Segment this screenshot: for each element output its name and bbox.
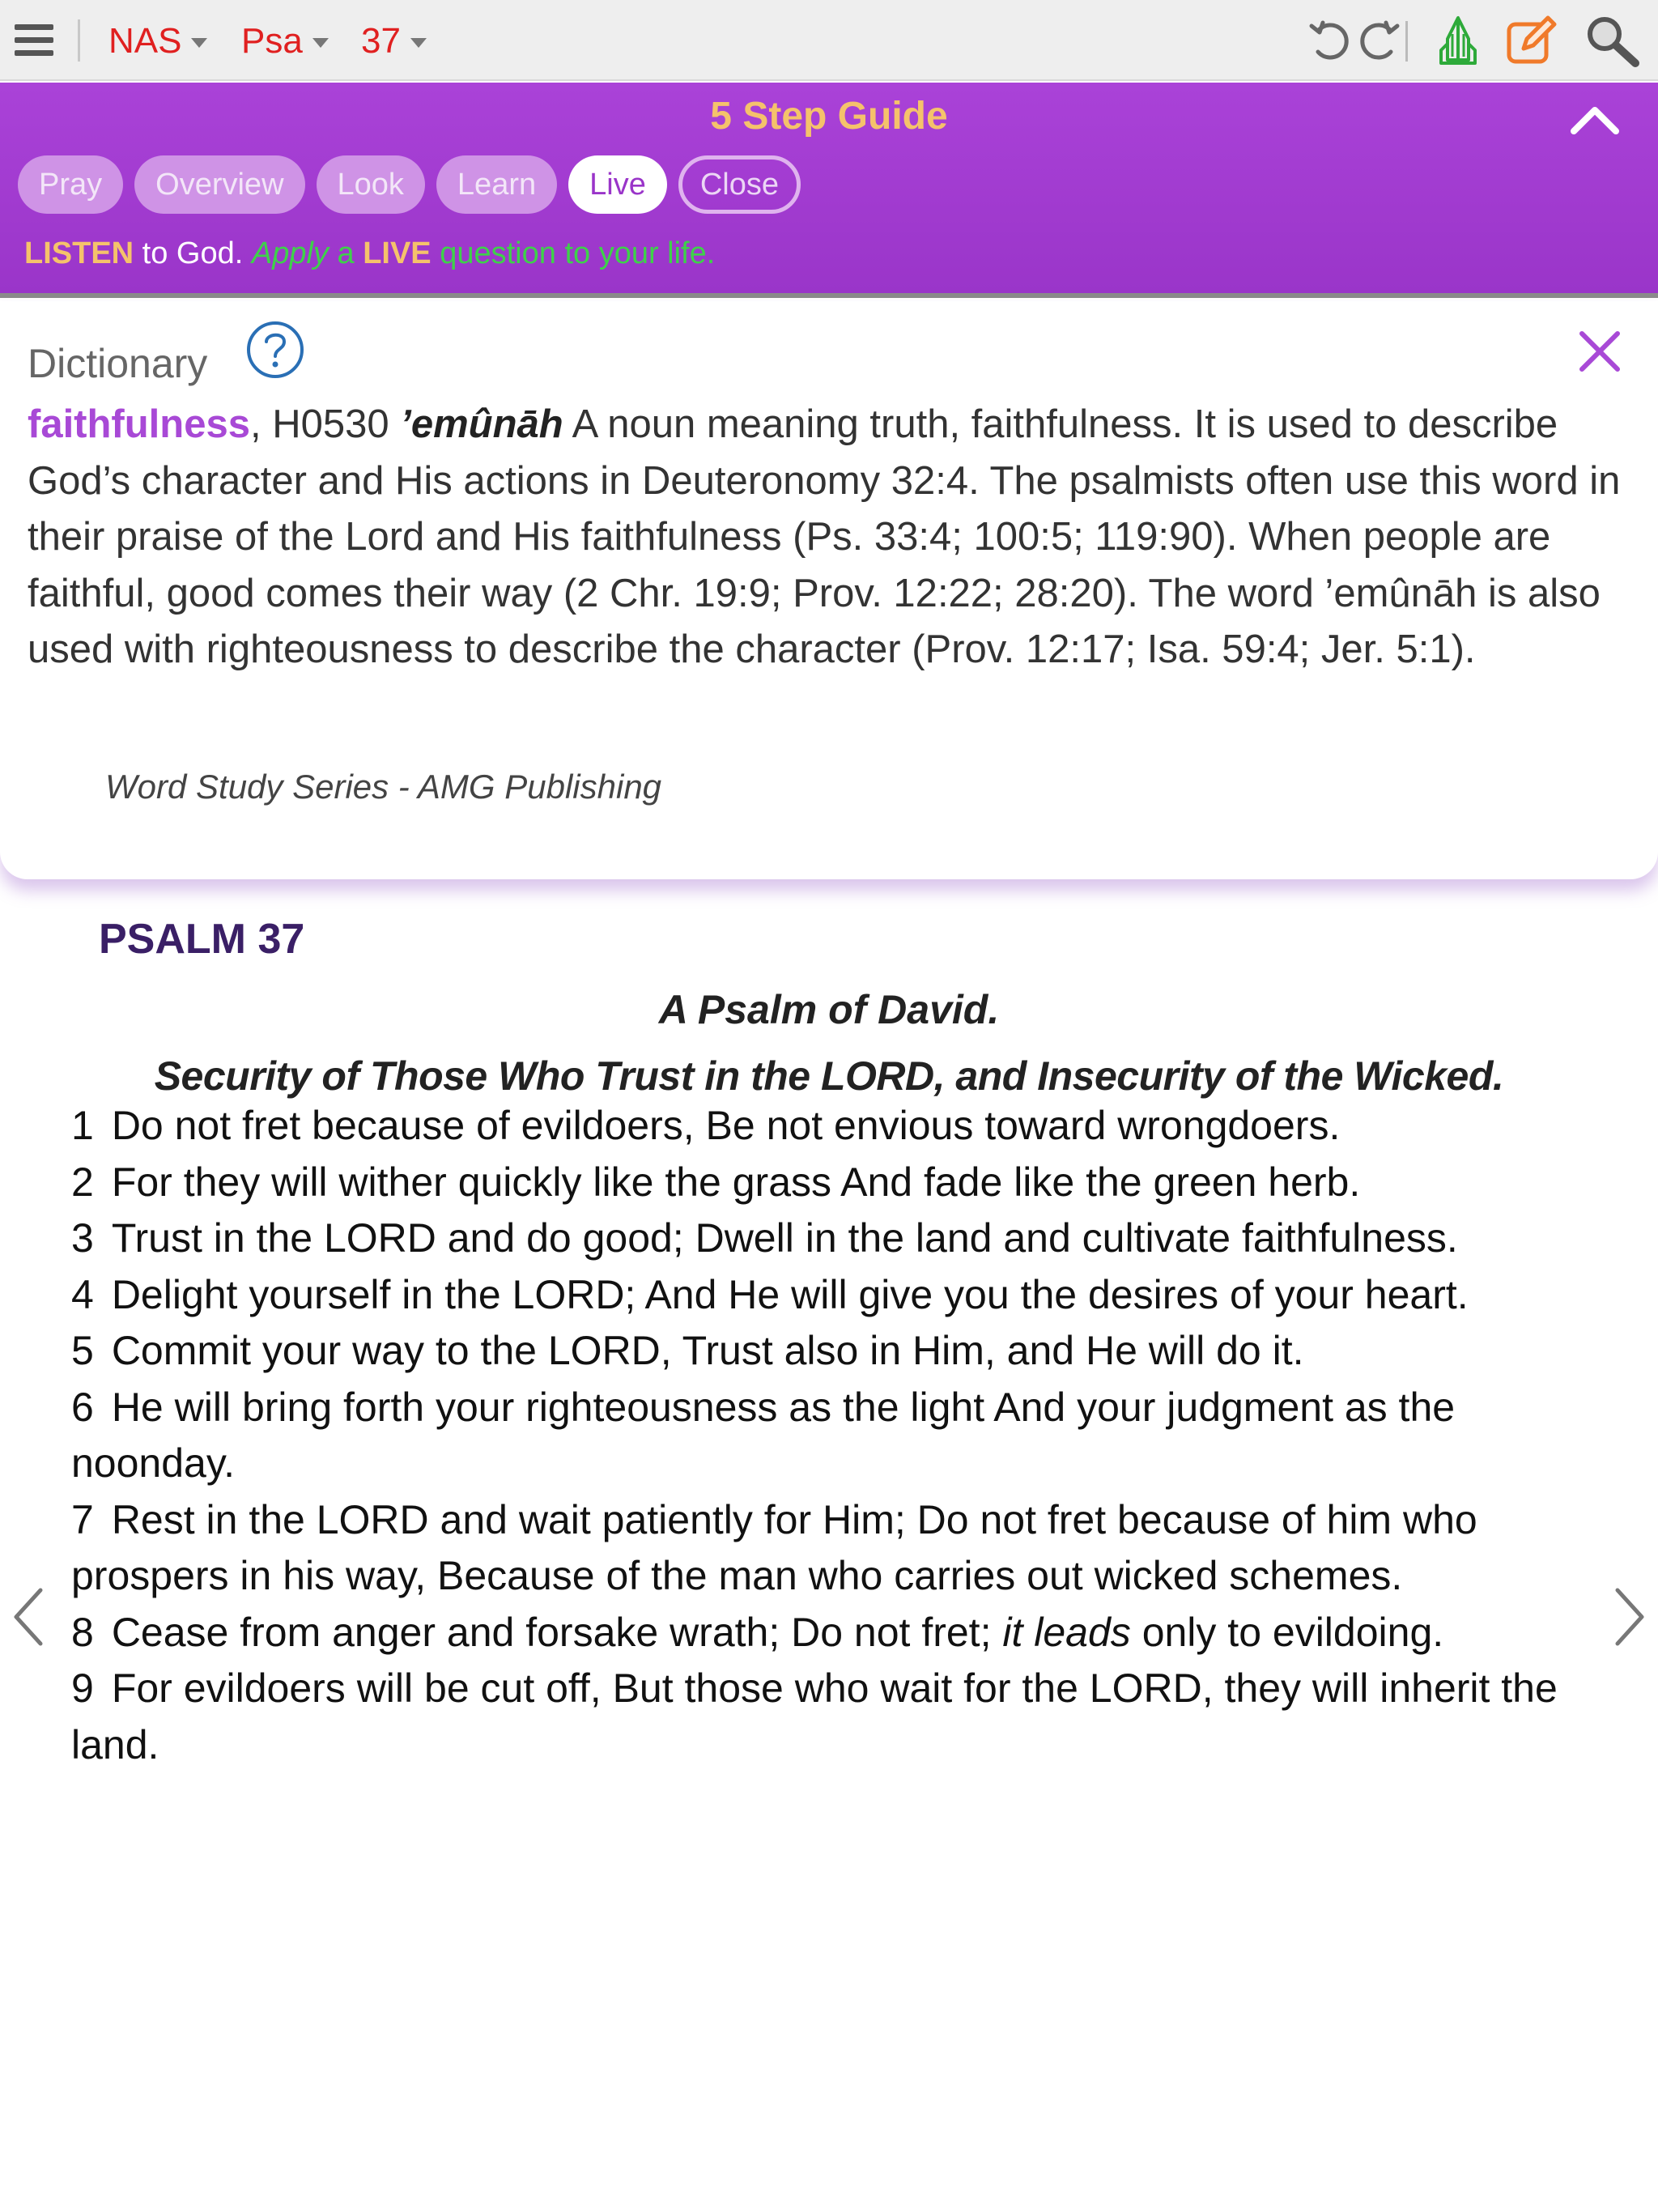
tab-live[interactable]: Live: [568, 155, 667, 214]
guide-title: 5 Step Guide: [710, 95, 948, 138]
verse-number: 4: [71, 1271, 94, 1317]
verse[interactable]: [71, 1155, 1609, 1211]
close-guide-button[interactable]: Close: [678, 155, 801, 214]
verse[interactable]: [71, 1661, 1609, 1773]
verse[interactable]: [71, 1098, 1609, 1155]
verse[interactable]: [71, 1323, 1609, 1380]
chevron-up-icon[interactable]: [1569, 104, 1621, 136]
verse-number: 2: [71, 1159, 94, 1205]
previous-chapter-arrow-icon[interactable]: [10, 1585, 47, 1648]
verse-text: Trust in the LORD and do good; Dwell in the land and cultivate faithfulness.: [111, 1215, 1458, 1261]
verse-text: Cease from anger and forsake wrath; Do not fret;: [111, 1609, 1003, 1655]
dictionary-entry: [28, 397, 1639, 678]
verse-number: 9: [71, 1665, 94, 1711]
close-icon[interactable]: [1574, 325, 1626, 377]
tab-look[interactable]: Look: [317, 155, 425, 214]
dictionary-title: Dictionary: [28, 341, 208, 386]
verse-number: 8: [71, 1609, 94, 1655]
menu-icon[interactable]: [15, 24, 55, 57]
five-step-guide-panel: [0, 83, 1658, 298]
verse-text: For evildoers will be cut off, But those who wait for the LORD, they will inherit the land.: [71, 1665, 1558, 1767]
help-icon[interactable]: [244, 319, 306, 381]
verse-list: [71, 1098, 1609, 1773]
version-selector[interactable]: [108, 19, 207, 63]
verse-text: He will bring forth your righteousness as the light And your judgment as the noonday.: [71, 1384, 1456, 1486]
verse-text: Do not fret because of evildoers, Be not envious toward wrongdoers.: [111, 1103, 1341, 1148]
chevron-down-icon: [312, 38, 329, 48]
top-toolbar: [0, 0, 1658, 81]
verse-number: 5: [71, 1328, 94, 1373]
superscription-author: A Psalm of David.: [658, 987, 1000, 1032]
search-icon[interactable]: [1584, 15, 1642, 68]
book-selector[interactable]: [241, 19, 329, 63]
verse-number: 6: [71, 1384, 94, 1430]
definition-text: A noun meaning truth, faithfulness. It is used to describe God’s character and His actions in Deuteronomy 32:4. The psalmists often use this word in their praise of the Lord and His faithfulness (Ps. 33:4; 100:5; 119:90). When people are faithful, good comes their way (2 Chr. 19:9; Prov. 12:22; 28:20). The word ’emûnāh is also used with righteousness to describe the character (Prov. 12:17; Isa. 59:4; Jer. 5:1).: [28, 402, 1621, 671]
book-label: Psa: [241, 21, 303, 61]
verse[interactable]: [71, 1380, 1609, 1492]
chapter-selector[interactable]: [361, 19, 427, 63]
praying-hands-icon[interactable]: [1431, 15, 1485, 68]
verse-text: Rest in the LORD and wait patiently for Him; Do not fret because of him who prospers in his way, Because of the man who carries out wicked schemes.: [71, 1496, 1477, 1598]
dictionary-word[interactable]: faithfulness: [28, 402, 250, 446]
verse-text: For they will wither quickly like the grass And fade like the green herb.: [111, 1159, 1361, 1205]
verse[interactable]: [71, 1267, 1609, 1324]
tab-pray[interactable]: Pray: [18, 155, 123, 214]
dictionary-card: [0, 301, 1658, 879]
verse-number: 1: [71, 1103, 94, 1148]
tab-overview[interactable]: Overview: [134, 155, 304, 214]
strongs-number: , H0530: [249, 402, 401, 446]
chapter-heading: PSALM 37: [99, 916, 305, 963]
version-label: NAS: [108, 21, 182, 61]
verse[interactable]: [71, 1210, 1609, 1267]
verse-text: only to evildoing.: [1130, 1609, 1444, 1655]
tab-learn[interactable]: Learn: [436, 155, 557, 214]
verse[interactable]: [71, 1492, 1609, 1605]
toolbar-divider: [1405, 21, 1408, 62]
verse-text-italic: it leads: [1002, 1609, 1131, 1655]
verse-number: 7: [71, 1496, 94, 1542]
toolbar-divider: [78, 19, 80, 62]
dictionary-source: Word Study Series - AMG Publishing: [105, 768, 662, 806]
history-forward-icon[interactable]: [1349, 15, 1402, 68]
guide-tabs: [18, 155, 812, 215]
verse-text: Commit your way to the LORD, Trust also in Him, and He will do it.: [111, 1328, 1304, 1373]
chevron-down-icon: [191, 38, 207, 48]
chapter-label: 37: [361, 21, 401, 61]
notes-edit-icon[interactable]: [1504, 15, 1558, 68]
superscription-title: Security of Those Who Trust in the LORD, and Insecurity of the Wicked.: [154, 1053, 1504, 1099]
transliteration: ’emûnāh: [400, 402, 563, 446]
guide-instruction: LISTEN to God. Apply a LIVE question to your life.: [24, 236, 716, 270]
verse-text: Delight yourself in the LORD; And He will give you the desires of your heart.: [111, 1271, 1469, 1317]
next-chapter-arrow-icon[interactable]: [1611, 1585, 1648, 1648]
verse[interactable]: [71, 1605, 1609, 1661]
chevron-down-icon: [410, 38, 427, 48]
verse-number: 3: [71, 1215, 94, 1261]
